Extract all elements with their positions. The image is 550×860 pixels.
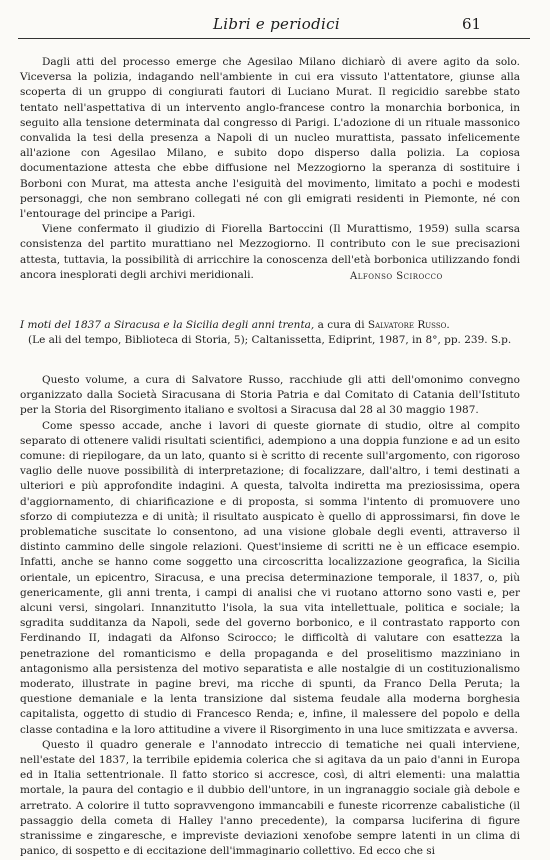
review-signature: Alfonso Scirocco <box>350 271 443 282</box>
first-review-body <box>20 55 520 283</box>
second-review-body <box>20 373 520 860</box>
book-editor: Salvatore Russo. <box>367 319 450 331</box>
paragraph: Dagli atti del processo emerge che Agesilao Milano dichiarò di avere agito da solo. Viceversa la polizia, indagando nell'ambiente in cui era vissuto l'attentatore, giunse alla scoperta di un gruppo di congiurati fautori di Luciano Murat. Il regicidio sarebbe stato tentato nell'aspettativa di un intervento anglo-francese contro la monarchia borbonica, in seguito alla tensione determinata dal congresso di Parigi. L'adozione di un rituale massonico convalida la tesi della presenza a Napoli di un nucleo murattista, passato infelicemente all'azione con Agesilao Milano, e subito dopo disperso dalla polizia. La copiosa documentazione attesta che ebbe diffusione nel Mezzogiorno la speranza di sostituire i Borboni con Murat, ma attesta anche l'esiguità del movimento, limitato a pochi e modesti personaggi, che non sembrano collegati né con gli emigrati residenti in Piemonte, né con l'entourage del principe a Parigi. <box>20 56 520 221</box>
section-divider <box>18 300 530 301</box>
editor-prefix: a cura di <box>317 319 365 331</box>
book-title: I moti del 1837 a Siracusa e la Sicilia degli anni trenta, <box>20 319 315 331</box>
paragraph: Come spesso accade, anche i lavori di queste giornate di studio, oltre al compito separato di ottenere validi risultati scientifici, adempiono a una doppia funzione e ad un esito comune: di riepilogare, da un lato, quanto si è scritto di recente sull'argomento, con rigoroso vaglio delle nuove possibilità di interpretazione; di focalizzare, dall'altro, i temi destinati a ulteriori e più approfondite indagini. A questa, talvolta indiretta ma preziosissima, opera d'aggiornamento, di chiarificazione e di proposta, si somma l'intento di promuovere uno sforzo di compiutezza e di unità; il risultato auspicato è quello di approssimarsi, fin dove le problematiche suscitate lo consentono, ad una visione globale degli eventi, attraverso il distinto cammino delle singole relazioni. Quest'insieme di scritti ne è un efficace esempio. Infatti, anche se hanno come soggetto una circoscritta localizzazione geografica, la Sicilia orientale, un epicentro, Siracusa, e una precisa determinazione temporale, il 1837, o, più genericamente, gli anni trenta, i campi di analisi che vi ruotano attorno sono vasti e, per alcuni versi, singolari. Innanzitutto l'isola, la sua vita intellettuale, politica e sociale; la sgradita sudditanza da Napoli, sede del governo borbonico, e il contrastato rapporto con Ferdinando II, indagati da Alfonso Scirocco; le difficoltà di valutare con esattezza la penetrazione del romanticismo e della propaganda e del proselitismo mazziniano in antagonismo alla persistenza del motivo separatista e alle nostalgie di un costituzionalismo moderato, illustrate in pagine brevi, ma ricche di spunti, da Franco Della Peruta; la questione demaniale e la lenta transizione dal sistema feudale alla moderna borghesia capitalista, oggetto di studio di Francesco Renda; e, infine, il malessere del popolo e della classe contadina e la loro attitudine a vivere il Risorgimento in una luce smitizzata e avversa. <box>20 419 520 736</box>
second-review-heading <box>20 318 520 347</box>
page-header <box>0 0 550 36</box>
paragraph: Viene confermato il giudizio di Fiorella Bartoccini (Il Murattismo, 1959) sulla scarsa consistenza del partito murattiano nel Mezzogiorno. Il contributo con le sue precisazioni attesta, tuttavia, la possibilità di arricchire la conoscenza dell'età borbonica utilizzando fondi ancora inesplorati degli archivi meridionali. <box>20 223 520 281</box>
header-rule <box>18 38 530 39</box>
paragraph: Questo il quadro generale e l'annodato intreccio di tematiche nei quali interviene, nell'estate del 1837, la terribile epidemia colerica che si agitava da un paio d'anni in Europa ed in Italia settentrionale. Il fatto storico si accresce, così, di altri elementi: una malattia mortale, la paura del contagio e il dubbio dell'untore, in un ingranaggio sociale già debole e arretrato. A colorire il tutto sopravvengono immancabili e funeste ricorrenze cabalistiche (il passaggio della cometa di Halley l'anno precedente), la comparsa luciferina di figure stranissime e zingaresche, e impreviste deviazioni xenofobe sempre latenti in un clima di panico, di sospetto e di eccitazione dell'immaginario collettivo. Ed ecco che si <box>20 738 520 858</box>
book-details: (Le ali del tempo, Biblioteca di Storia, 5); Caltanissetta, Ediprint, 1987, in 8°, pp. 239. S.p. <box>28 333 512 346</box>
paragraph: Questo volume, a cura di Salvatore Russo, racchiude gli atti dell'omonimo convegno organizzato dalla Società Siracusana di Storia Patria e dal Comitato di Catania dell'Istituto per la Storia del Risorgimento italiano e svoltosi a Siracusa dal 28 al 30 maggio 1987. <box>20 374 520 417</box>
running-title: Libri e periodici <box>213 15 340 33</box>
page-number: 61 <box>462 15 482 33</box>
